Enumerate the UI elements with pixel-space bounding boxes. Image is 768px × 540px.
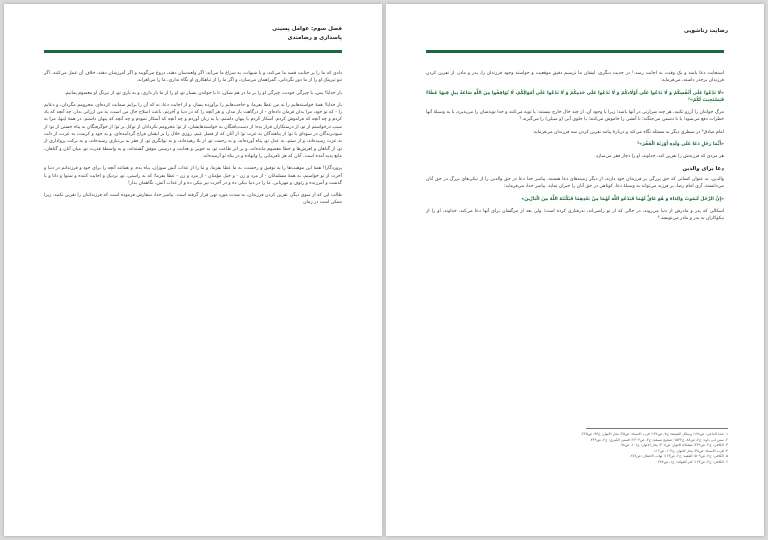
paragraph: پروردگارا! همهٔ این موهبت‌ها را به توفیق و رحمتت، به ما عطا بفرما، و ما را از عذاب آتش سوزان، پناه بده، و همانند آنچه را برای خود و فرزندانم در دنیا و آخرت از تو خواستم، به همهٔ مسلمانان - از مرد و زن - و خیل مؤمنان - از مرد و زن - عطا بفرما؛ که به راستی، تو، نزدیک و اجابت کننده و شنوا و دانا و با گذشت و آمرزنده و رئوف و مهربانی. ما را در دنیا نیکی ده و در آخرت نیز نیکی ده و از عذاب آتش، نگاهمان بدار! — [44, 166, 342, 186]
right-page — [386, 4, 764, 536]
paragraph: اسکالی که پدر و مادرش از دنیا می‌روند، در حالی که از تو راضی‌اند، ندرفتاری کرده است؛ ولی بعد از مرگشان برای آنها دعا می‌کند، خداوند، او را از نیکوکاران به پدر و مادر می‌نویسد.⁶ — [426, 208, 724, 222]
chapter-title: فصل سوم: عوامل پسینی — [272, 26, 342, 32]
footnotes — [426, 432, 728, 466]
footnote-rule — [586, 428, 728, 429]
footnote: ۶. الکافی: ج۲، ص۱۶۳؛ کنز الفوائد: ج۱، ص۳۷۷. — [656, 459, 728, 464]
paragraph: استجابت دعا باشد و یک وقت، به اجابت رسد.¹ در حدیث دیگری، ایشان ما ترسیم دقیق موقعیت و خواسته وجود فرزندان را، پدر و مادر، از نفرین کردن فرزندان برحذر داشته، می‌فرماید: — [426, 71, 724, 84]
header-rule — [44, 50, 342, 53]
paragraph: والدین، به عنوان کسانی که حق بزرگی بر فرزندان خود دارند، از دیگر زمینه‌های دعا هستند. پیامبر خدا دعا در حق والدین را از نیکی‌های بزرگ در حق آنان می‌دانسته. آری امام رضا، بر فرزند می‌تواند به وسیلهٔ دعا، کوتاهی در حق آنان را جبران نماید. پیامبر خدا، می‌فرماید: — [426, 176, 724, 190]
footnote: ۲. سنن ابی داود: ج۲، ص۸۸، ح۱۵۳۲؛ صحیح مسلم: ج۴، ص۲۳۰۴؛ السنن الکبری: ج۲، ص۴۴۹. — [589, 437, 728, 442]
paragraph: امام صادق⁴ در سطری دیگر به مسئله نگاه می‌کند و دربارهٔ پیامد نفرین کردن سه فرزندان می‌فرماید: — [532, 129, 724, 135]
paragraph: بار خدایا! همهٔ خواسته‌هایم را به من عطا بفرما، و حاجت‌هایم را برآورده بساز، و از اجابت دعا، نه که آن را برایم ضمانت کرده‌ای، محرومم مگردان، و دعایم را - که تو خود، مرا بدان فرمان داده‌ای - از درگاهت باز مدار، و هر آنچه را که در دنیا و آخرتم، باعث اصلاح حال من است، به من ارزانی بدار، چه آنچه که یاد کردم و چه آنچه که فراموش کردم. آشکار کردم یا پنهان داشتم، یا به زبان آوردم و چه آنچه که آشکار نمودم و چه آنچه که پنهان داشتم. در همهٔ اینها، مرا به سبب درخواستم از تو، از درستکاران قرار بده؛ از دست‌یافتگان به خواسته‌هایشان، از تو؛ محرومم نکردانان از توکل بر تو؛ از خوگرفتگان به پناه جستن از تو؛ از سودبرندگان در سودای با تو؛ از پناهندگان به عزت تو؛ از آنان که از فضل عیم، روزی حلال را بر ایشان فراخ گردانیده‌ای، و به جود و کرمت، به عزت، از ذلت به عزت رسیده‌اند، و از ستم، به عدل تو، پناه آورده‌اند، و به رحمت تو، از بلا رهیده‌اند، و به توانگری تو، از فقر به بی‌نیازی رسیده‌اند، و به برکت پرواداری از تو، از گناهان و لغزش‌ها و خطا معصوم مانده‌اند، و بر اثر طاعت تو، به خوبی و هدایت و درستی موفق گشته‌اند، و به واسطهٔ قدرت تو، میان آنان و گناهان، مانع پدید آمده است. آنان که هر نافرمانی را وانهاده و در پناه تو آرمیده‌اند. — [44, 102, 342, 159]
paragraph: هر مردی که فرزندش را نفرین کند، خداوند، او را دچار فقر می‌سازد. — [594, 154, 724, 160]
footnote: ۱. عدة الداعی: ص۱۷۸؛ وسائل الشیعة: ج۷، ص۱۳۸؛ قرب الاسناد: ص۲۵؛ بحار الانوار: ج۹۳، ص۲۲۵. — [580, 432, 728, 436]
hadith-quote: «إِنَّ الرَّجُلَ لَيَمُوتُ وَالِدَاهُ وَ هُوَ عَاقٌّ لَهُمَا فَيَدْعُو اللَّهَ لَهُمَا مِنْ بَعْدِهِمَا فَيَكْتُبُهُ اللَّهُ مِنَ الْبَارِّينَ» — [521, 196, 724, 202]
paragraph: مرگ جوانتان را آرزو نکنید، هر چند شرارتی در آنها باشد؛ زیرا یا وجود آن، از چند حال خارج نیستند: یا توبه می‌کنند و خدا توبه‌شان را می‌پذیرد، یا به وسیلهٔ آنها خطرات دفع می‌شود؛ یا با دشمن می‌جنگند؛ یا آنشی را خاموش می‌کنند؛ یا جلوی آبی (و سیلی) را می‌گیرند.³ — [426, 110, 724, 123]
footnote: ۵. الکافی: ج۲، ص۵۰۹؛ الفقیه: ج۲، ص۱۶۳؛ ثواب الاعمال: ص۲۸۲. — [629, 454, 728, 459]
paragraph: طالب این که از سوی دیگر، نفرین کردن فرزندان، به شدت مورد نهی قرار گرفته است. پیامبر خدا، سفارش فرموده است که فرزندانتان را نفرین نکنید، زیرا ممکن است در زمان — [44, 193, 342, 206]
book-title: رضایت زناشویی — [683, 28, 728, 34]
section-heading: دعا برای والدین — [682, 165, 724, 172]
footnote: ۳. الکافی: ج۲، ص۴۴۹؛ مشکاة الانوار: ص۳۰۸؛ بحار الانوار: ج۱۰۱، ص۹۸. — [619, 443, 728, 448]
left-page — [4, 4, 382, 536]
chapter-subtitle: پاسداری و رضامندی — [287, 35, 342, 41]
left-body — [44, 70, 342, 212]
header-rule — [426, 50, 724, 53]
right-body — [426, 70, 724, 227]
footnote: ۴. قرب الاسناد: ص۳۸؛ بحار الانوار: ج۱۰۴، ص۱۱۲. — [652, 448, 728, 453]
paragraph: بار خدایا! پس، با چیرگی خودت، چیرگی او را بر ما در هم شکن، تا با خواندن بسیار تو، او را از ما باز داری، و به یاری تو، از نیرنگ او معصوم بمانیم. — [64, 90, 342, 96]
paragraph: دادی که ما را بر جنابت قصد ما می‌کند، و با شبهات، به سراغ ما می‌آید. اگر ولعندسان دهند، دروغ می‌گویند و اگر آمرزشان دهند، خلاف آن عمل می‌کنند. اگر تنو تیرینک او را از ما دور نگردانی، گمراهمان می‌سازد، و اگر ما را از تباهکاری او نگاه نداری، ما را می‌لغزاند. — [44, 71, 342, 84]
hadith-quote: «لَا تَدْعُوا عَلَى أَنْفُسِكُمْ وَ لَا تَدْعُوا عَلَى أَوْلَادِكُمْ وَ لَا تَدْعُوا عَلَى خَدَمِكُمْ وَ لَا تَدْعُوا عَلَى أَمْوَالِكُمْ، لَا تُوَافِقُوا مِنَ اللَّهِ سَاعَةً نِيلٍ فِيهَا عَطَاءٌ فَيَسْتَجِيبَ لَكُمْ»² — [426, 90, 724, 103]
hadith-quote: «أَيُّمَا رَجُلٍ دَعَا عَلَى وَلَدِهِ أَوْرَثَهُ الْفَقْرَ»⁵ — [637, 142, 724, 148]
